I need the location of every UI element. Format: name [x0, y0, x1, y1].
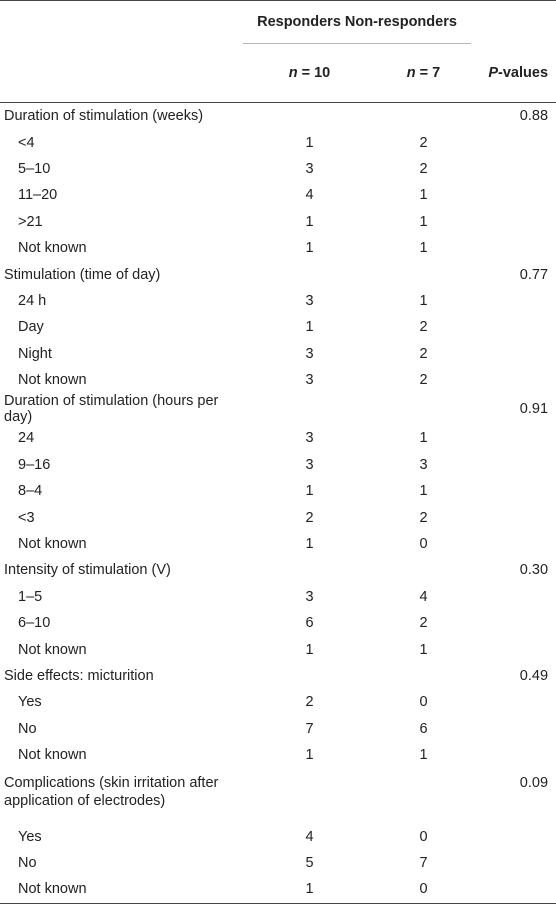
p-value-cell: [471, 636, 556, 662]
header-p-values: P-values: [488, 64, 549, 81]
nonresponders-cell: 1: [419, 430, 428, 447]
header-group-label: Responders Non-responders: [243, 1, 471, 44]
row-label: <3: [18, 509, 35, 526]
nonresponders-cell: 0: [419, 536, 428, 553]
table-row: [0, 823, 556, 849]
responders-cell: [243, 768, 376, 823]
row-label: 24 h: [18, 292, 47, 309]
nonresponders-cell: 2: [419, 319, 428, 336]
responders-cell: 1: [305, 213, 314, 230]
nonresponders-cell: 2: [419, 509, 428, 526]
responders-cell: 1: [305, 641, 314, 658]
header-group-row: [0, 1, 556, 44]
responders-cell: 1: [305, 483, 314, 500]
p-value-cell: [471, 182, 556, 208]
responders-cell: 1: [305, 319, 314, 336]
p-value-cell: [471, 531, 556, 557]
p-value-cell: [471, 129, 556, 155]
p-value-cell: [471, 610, 556, 636]
header-responders-n: n = 10: [288, 65, 331, 81]
table-row: [0, 235, 556, 261]
row-label: No: [18, 720, 37, 737]
nonresponders-cell: 2: [419, 160, 428, 177]
nonresponders-cell: 4: [419, 588, 428, 605]
responders-cell: 3: [305, 588, 314, 605]
table-row: [0, 850, 556, 876]
table-row: [0, 209, 556, 235]
responders-cell: [243, 557, 376, 583]
p-value-cell: [471, 850, 556, 876]
row-label: Yes: [18, 694, 42, 711]
p-value-cell: 0.09: [519, 775, 549, 792]
table-row: [0, 610, 556, 636]
row-label: 8–4: [18, 483, 43, 500]
responders-cell: 4: [305, 187, 314, 204]
table-row: [0, 504, 556, 530]
p-value-cell: 0.91: [519, 401, 549, 418]
row-label: 11–20: [18, 187, 58, 204]
row-label: Day: [18, 319, 44, 336]
table-row: [0, 584, 556, 610]
nonresponders-cell: 2: [419, 345, 428, 362]
responders-cell: 3: [305, 292, 314, 309]
responders-cell: [243, 663, 376, 689]
p-value-cell: [471, 156, 556, 182]
header-empty-cell: [0, 1, 243, 44]
table-row: [0, 689, 556, 715]
row-label: Duration of stimulation (hours per day): [4, 393, 219, 426]
responders-cell: 3: [305, 160, 314, 177]
table-row: [0, 103, 556, 130]
row-label: 6–10: [18, 615, 51, 632]
table-row: [0, 716, 556, 742]
row-label: Not known: [18, 240, 87, 257]
row-label: >21: [18, 213, 43, 230]
table-row: [0, 182, 556, 208]
responders-cell: 2: [305, 509, 314, 526]
nonresponders-cell: 2: [419, 372, 428, 389]
row-label: 1–5: [18, 588, 43, 605]
row-label: Not known: [18, 747, 87, 764]
nonresponders-cell: [376, 393, 471, 425]
row-label: Not known: [18, 641, 87, 658]
responders-cell: 3: [305, 456, 314, 473]
table-row: [0, 742, 556, 768]
header-nonresponders-n: n = 7: [406, 65, 441, 81]
row-label: 9–16: [18, 456, 51, 473]
table-row: [0, 768, 556, 823]
table-row: [0, 129, 556, 155]
row-label: Not known: [18, 372, 87, 389]
responders-cell: 1: [305, 881, 314, 898]
p-value-cell: [471, 504, 556, 530]
table-row: [0, 288, 556, 314]
nonresponders-cell: 7: [419, 854, 428, 871]
table-row: [0, 876, 556, 903]
nonresponders-cell: 1: [419, 641, 428, 658]
p-value-cell: 0.88: [519, 108, 549, 125]
header-empty-cell: [471, 1, 556, 44]
nonresponders-cell: [376, 557, 471, 583]
responders-cell: 3: [305, 372, 314, 389]
responders-cell: [243, 103, 376, 130]
row-label: 24: [18, 430, 35, 447]
responders-cell: 1: [305, 134, 314, 151]
p-value-cell: [471, 584, 556, 610]
row-label: <4: [18, 134, 35, 151]
nonresponders-cell: [376, 663, 471, 689]
table-row: [0, 314, 556, 340]
p-value-cell: [471, 341, 556, 367]
responders-cell: 2: [305, 694, 314, 711]
p-value-cell: [471, 314, 556, 340]
nonresponders-cell: 1: [419, 187, 428, 204]
table-row: [0, 341, 556, 367]
nonresponders-cell: 1: [419, 747, 428, 764]
p-value-cell: [471, 288, 556, 314]
table-row: [0, 367, 556, 393]
nonresponders-cell: 0: [419, 881, 428, 898]
header-empty-cell: [0, 44, 243, 103]
responders-cell: 4: [305, 828, 314, 845]
row-label: 5–10: [18, 160, 51, 177]
row-label: Not known: [18, 536, 87, 553]
table-row: [0, 531, 556, 557]
table-row: [0, 425, 556, 451]
nonresponders-cell: 0: [419, 828, 428, 845]
row-label: Stimulation (time of day): [4, 266, 161, 283]
row-label: Night: [18, 345, 52, 362]
row-label: Intensity of stimulation (V): [4, 562, 171, 579]
p-value-cell: [471, 425, 556, 451]
responders-cell: 3: [305, 430, 314, 447]
row-label: Side effects: micturition: [4, 668, 154, 684]
header-column-row: [0, 44, 556, 103]
responders-cell: 3: [305, 345, 314, 362]
p-value-cell: [471, 742, 556, 768]
p-value-cell: 0.49: [519, 668, 549, 684]
nonresponders-cell: 6: [419, 720, 428, 737]
nonresponders-cell: 0: [419, 694, 428, 711]
nonresponders-cell: [376, 103, 471, 130]
p-value-cell: [471, 367, 556, 393]
responders-cell: 1: [305, 747, 314, 764]
table-row: [0, 636, 556, 662]
nonresponders-cell: 2: [419, 134, 428, 151]
table-row: [0, 663, 556, 689]
nonresponders-cell: 1: [419, 292, 428, 309]
nonresponders-cell: [376, 261, 471, 287]
table-row: [0, 478, 556, 504]
p-value-cell: 0.30: [519, 562, 549, 579]
table-row: [0, 452, 556, 478]
nonresponders-cell: 2: [419, 615, 428, 632]
p-value-cell: [471, 209, 556, 235]
nonresponders-cell: 1: [419, 213, 428, 230]
nonresponders-cell: 3: [419, 456, 428, 473]
p-value-cell: 0.77: [519, 266, 549, 283]
row-label: Duration of stimulation (weeks): [4, 108, 204, 125]
responders-cell: 1: [305, 240, 314, 257]
table-row: [0, 557, 556, 583]
p-value-cell: [471, 716, 556, 742]
row-label: Yes: [18, 828, 42, 845]
responders-cell: 6: [305, 615, 314, 632]
responders-cell: 5: [305, 854, 314, 871]
nonresponders-cell: [376, 768, 471, 823]
row-label: No: [18, 854, 37, 871]
p-value-cell: [471, 689, 556, 715]
responders-cell: [243, 261, 376, 287]
row-label: Not known: [18, 881, 87, 898]
table-row: [0, 261, 556, 287]
p-value-cell: [471, 876, 556, 903]
p-value-cell: [471, 478, 556, 504]
nonresponders-cell: 1: [419, 240, 428, 257]
table-row: [0, 393, 556, 425]
row-label: Complications (skin irritation after application of electrodes): [4, 775, 219, 810]
table-row: [0, 156, 556, 182]
responders-cell: 1: [305, 536, 314, 553]
p-value-cell: [471, 452, 556, 478]
responders-cell: 7: [305, 720, 314, 737]
p-value-cell: [471, 823, 556, 849]
p-value-cell: [471, 235, 556, 261]
nonresponders-cell: 1: [419, 483, 428, 500]
responders-cell: [243, 393, 376, 425]
